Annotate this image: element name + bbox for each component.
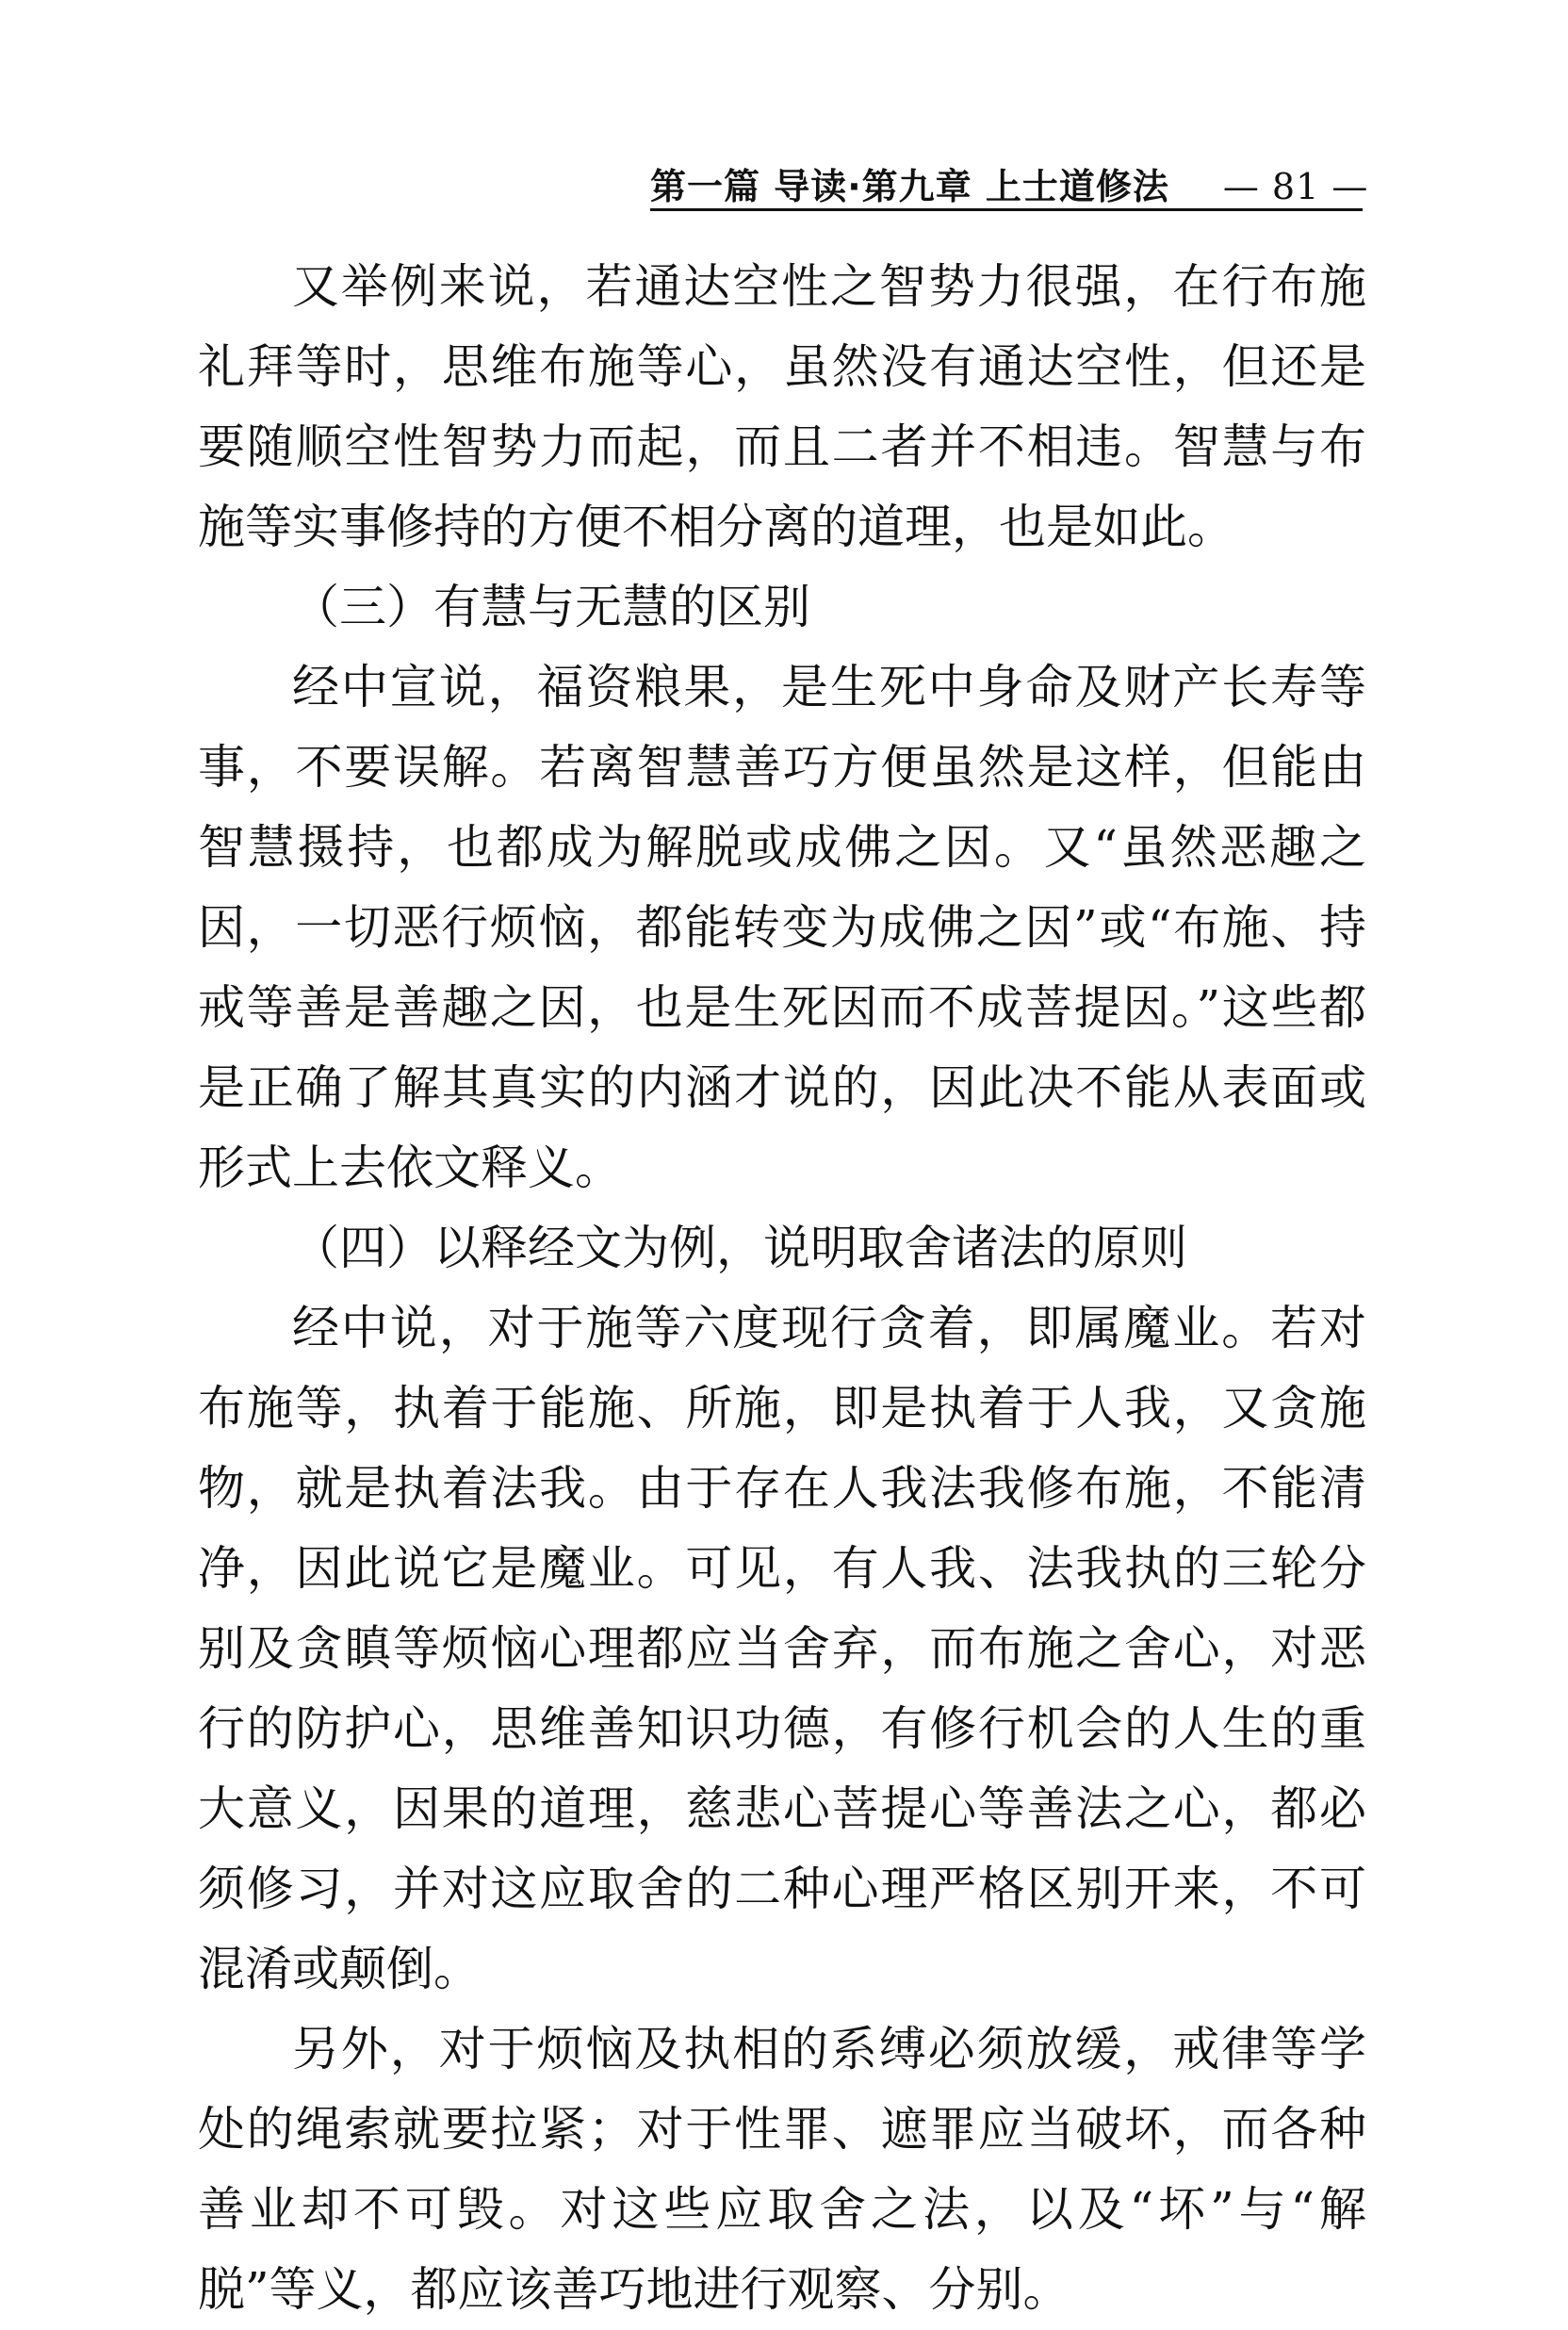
running-title: 第一篇 导读·第九章 上士道修法 xyxy=(650,166,1169,207)
paragraph: 经中说，对于施等六度现行贪着，即属魔业。若对布施等，执着于能施、所施，即是执着于人我，又贪施物，就是执着法我。由于存在人我法我修布施，不能清净，因此说它是魔业。可见，有人我、法我执的三轮分别及贪瞋等烦恼心理都应当舍弃，而布施之舍心，对恶行的防护心，思维善知识功德，有修行机会的人生的重大意义，因果的道理，慈悲心菩提心等善法之心，都必须修习，并对这应取舍的二种心理严格区别开来，不可混淆或颠倒。 xyxy=(198,1301,1366,1996)
paragraph: 又举例来说，若通达空性之智势力很强，在行布施礼拜等时，思维布施等心，虽然没有通达空性，但还是要随顺空性智势力而起，而且二者并不相违。智慧与布施等实事修持的方便不相分离的道理，也是如此。 xyxy=(198,259,1366,554)
section-heading: （三）有慧与无慧的区别 xyxy=(292,580,810,634)
header-rule xyxy=(650,208,1363,211)
body-text xyxy=(198,247,1366,2330)
paragraph: 另外，对于烦恼及执相的系缚必须放缓，戒律等学处的绳索就要拉紧；对于性罪、遮罪应当破坏，而各种善业却不可毁。对这些应取舍之法，以及“坏”与“解脱”等义，都应该善巧地进行观察、分别。 xyxy=(198,2022,1366,2317)
paragraph: 经中宣说，福资粮果，是生死中身命及财产长寿等事，不要误解。若离智慧善巧方便虽然是这样，但能由智慧摄持，也都成为解脱或成佛之因。又“虽然恶趣之因，一切恶行烦恼，都能转变为成佛之因”或“布施、持戒等善是善趣之因，也是生死因而不成菩提因。”这些都是正确了解其真实的内涵才说的，因此决不能从表面或形式上去依文释义。 xyxy=(198,660,1366,1195)
page-number: — 81 — xyxy=(1222,166,1369,207)
running-header xyxy=(650,164,1369,221)
section-heading: （四）以释经文为例，说明取舍诸法的原则 xyxy=(292,1221,1187,1275)
